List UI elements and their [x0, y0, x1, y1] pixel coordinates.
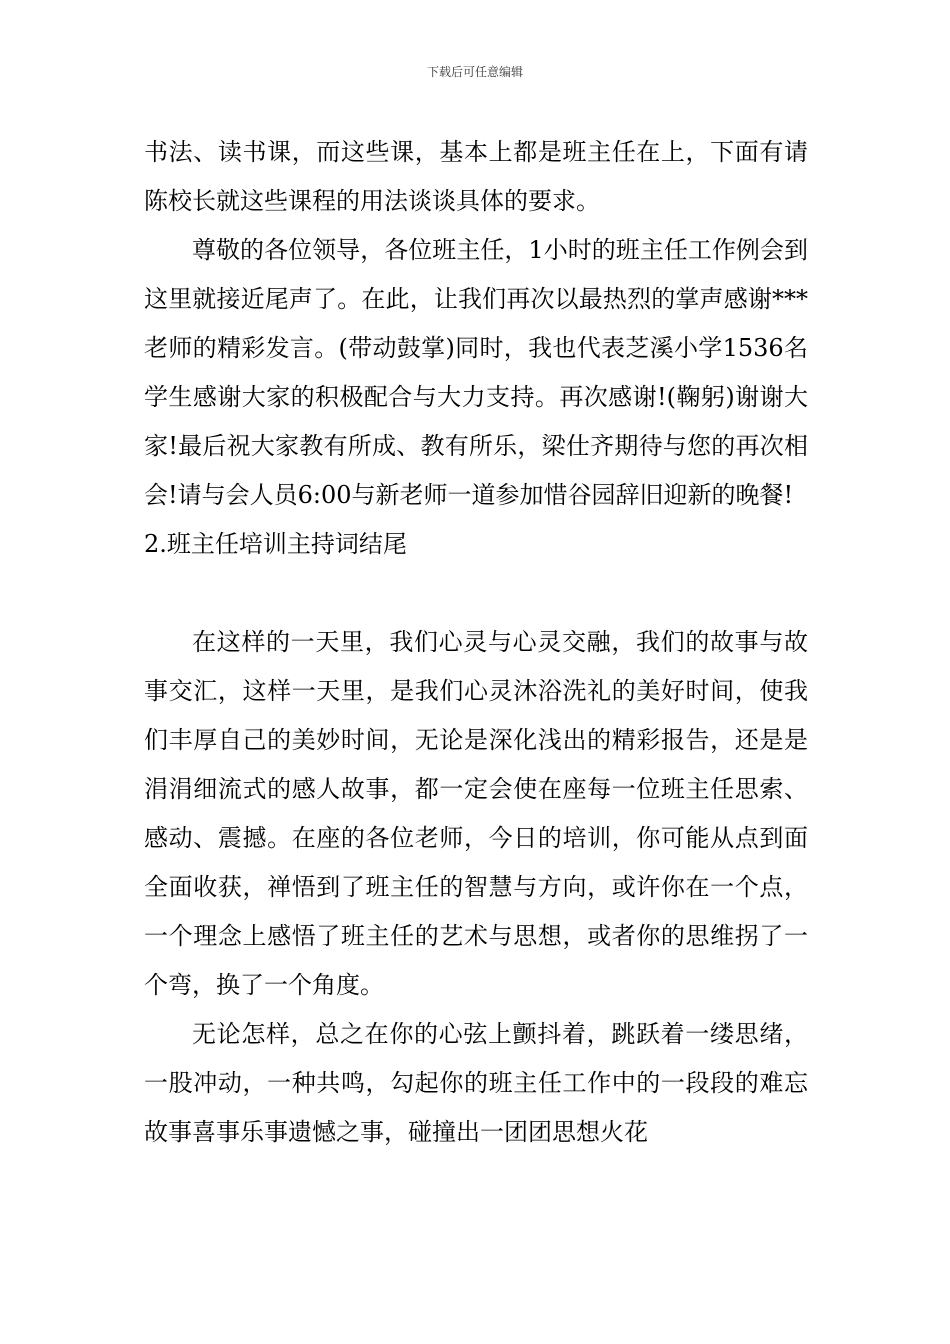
paragraph-heartstrings: 无论怎样，总之在你的心弦上颤抖着，跳跃着一缕思绪，一股冲动，一种共鸣，勾起你的班主任工作中的一段段的难忘故事喜事乐事遗憾之事，碰撞出一团团思想火花 — [144, 1020, 808, 1146]
section-heading: 2.班主任培训主持词结尾 — [144, 530, 407, 558]
paragraph-training-day: 在这样的一天里，我们心灵与心灵交融，我们的故事与故事交汇，这样一天里，是我们心灵沐浴洗礼的美好时间，使我们丰厚自己的美妙时间，无论是深化浅出的精彩报告，还是是涓涓细流式的感人故事，都一定会使在座每一位班主任思索、感动、震撼。在座的各位老师，今日的培训，你可能从点到面全面收获，禅悟到了班主任的智慧与方向，或许你在一个点，一个理念上感悟了班主任的艺术与思想，或者你的思维拐了一个弯，换了一个角度。 — [144, 628, 808, 999]
blank-line — [144, 569, 808, 618]
page-header: 下载后可任意编辑 — [426, 65, 523, 79]
paragraph-closing-remarks: 尊敬的各位领导，各位班主任，1小时的班主任工作例会到这里就接近尾声了。在此，让我们再次以最热烈的掌声感谢***老师的精彩发言。(带动鼓掌)同时，我也代表芝溪小学1536名学生感谢大家的积极配合与大力支持。再次感谢!(鞠躬)谢谢大家!最后祝大家教有所成、教有所乐，梁仕齐期待与您的再次相会!请与会人员6:00与新老师一道参加惜谷园辞旧迎新的晚餐! — [144, 236, 808, 509]
document-body — [144, 128, 808, 1157]
paragraph-continuation: 书法、读书课，而这些课，基本上都是班主任在上，下面有请陈校长就这些课程的用法谈谈具体的要求。 — [144, 138, 808, 215]
